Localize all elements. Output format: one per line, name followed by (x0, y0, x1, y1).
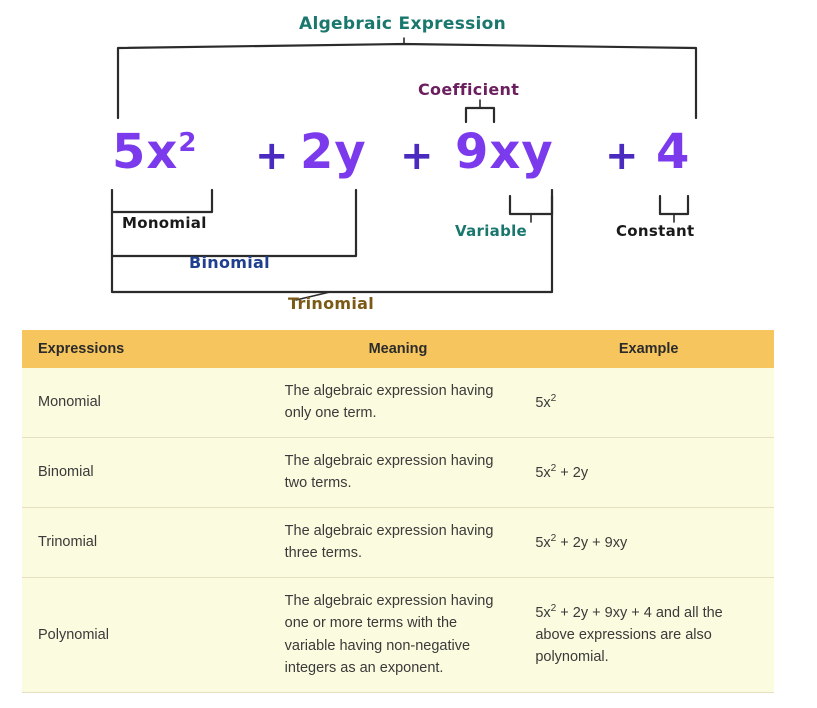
algebraic-expression-diagram (0, 0, 817, 322)
table-row (22, 507, 774, 577)
table-row (22, 437, 774, 507)
cell-example: $5x^2 + 2y + 9xy$ (523, 507, 774, 577)
expression-plus-3: + (605, 133, 639, 179)
cell-meaning: The algebraic expression having one or more terms with the variable having non-negative integers as an exponent. (273, 577, 524, 692)
cell-meaning: The algebraic expression having two terms. (273, 437, 524, 507)
table-row (22, 577, 774, 692)
cell-example: $5x^2 + 2y$ (523, 437, 774, 507)
cell-name: Polynomial (22, 577, 273, 692)
expression-plus-2: + (400, 133, 434, 179)
table-header-row (22, 330, 774, 368)
label-binomial: Binomial (189, 253, 270, 272)
expression-term-1-exponent: 2 (178, 128, 198, 158)
expression-term-3: 9xy (455, 124, 554, 180)
cell-name: Binomial (22, 437, 273, 507)
column-header-meaning: Meaning (273, 330, 524, 368)
label-constant: Constant (616, 222, 695, 240)
table-body (22, 368, 774, 692)
cell-meaning: The algebraic expression having only one term. (273, 368, 524, 437)
cell-meaning: The algebraic expression having three terms. (273, 507, 524, 577)
expression-term-1: $5x^2$ (112, 124, 198, 180)
expression-plus-1: + (255, 133, 289, 179)
label-algebraic-expression: Algebraic Expression (299, 14, 507, 34)
column-header-expressions: Expressions (22, 330, 273, 368)
cell-name: Trinomial (22, 507, 273, 577)
label-trinomial: Trinomial (288, 294, 375, 313)
expression-term-2: 2y (300, 124, 367, 180)
column-header-example: Example (523, 330, 774, 368)
label-monomial: Monomial (122, 214, 207, 232)
cell-example: $5x^2$ (523, 368, 774, 437)
cell-example: $5x^2 + 2y + 9xy + 4$ and all the above expressions are also polynomial. (523, 577, 774, 692)
cell-name: Monomial (22, 368, 273, 437)
table-row (22, 368, 774, 437)
label-coefficient: Coefficient (418, 80, 520, 99)
expressions-table (22, 330, 774, 693)
expressions-table-wrap (22, 330, 774, 693)
label-variable: Variable (455, 222, 528, 240)
expression-term-4: 4 (656, 124, 691, 180)
